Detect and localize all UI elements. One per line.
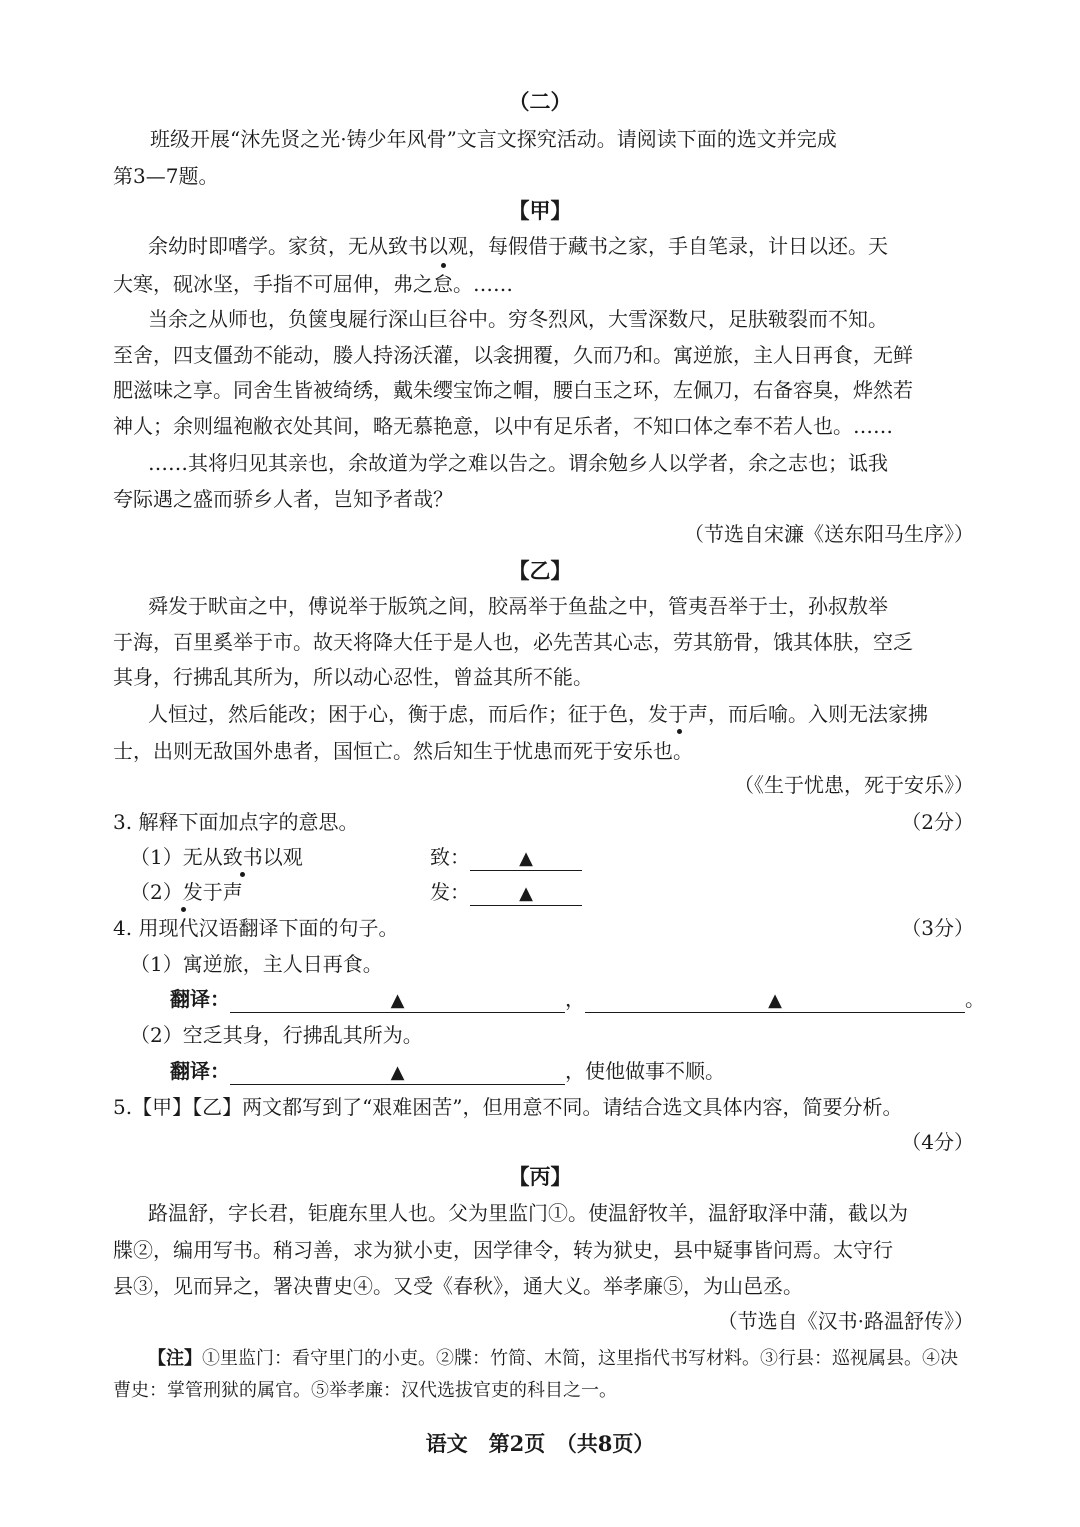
answer-blank[interactable] <box>470 844 582 871</box>
notes-line-2: 曹史：掌管刑狱的属官。⑤举孝廉：汉代选拔官吏的科目之一。 <box>113 1380 617 1401</box>
passage-jia-source: （节选自宋濂《送东阳马生序》） <box>684 522 974 546</box>
intro-line-2: 第3—7题。 <box>113 164 219 188</box>
comma: ， <box>565 987 585 1011</box>
translate-label: 翻译： <box>170 987 230 1011</box>
question-4-score: （3分） <box>901 916 974 940</box>
answer-blank[interactable] <box>230 1058 565 1085</box>
question-5-score: （4分） <box>901 1130 974 1154</box>
notes-label: 【注】 <box>148 1348 202 1369</box>
answer-label: 发： <box>430 880 470 904</box>
passage-jia-line: 肥滋味之享。同舍生皆被绮绣，戴朱缨宝饰之帽，腰白玉之环，左佩刀，右备容臭，烨然若 <box>113 378 913 402</box>
question-3-item-2: （2）发于声 <box>130 880 243 904</box>
question-4-item-2: （2）空乏其身，行拂乱其所为。 <box>130 1023 423 1047</box>
passage-bing-title: 【丙】 <box>508 1164 572 1189</box>
question-4-item-1: （1）寓逆旅，主人日再食。 <box>130 952 383 976</box>
emphasis-dot <box>240 872 245 877</box>
passage-bing-line: 县③，见而异之，署决曹史④。又受《春秋》，通大义。举孝廉⑤，为山邑丞。 <box>113 1274 803 1298</box>
answer-label: 致： <box>430 845 470 869</box>
triangle-icon: ▲ <box>519 883 533 904</box>
answer-blank[interactable] <box>230 986 565 1013</box>
section-title: （二） <box>508 89 572 114</box>
triangle-icon: ▲ <box>519 848 533 869</box>
passage-jia-title: 【甲】 <box>508 198 572 223</box>
notes-text: ①里监门：看守里门的小吏。②牒：竹简、木简，这里指代书写材料。③行县：巡视属县。④决 <box>202 1348 958 1369</box>
period: 。 <box>965 987 985 1011</box>
question-3-stem: 3. 解释下面加点字的意思。 <box>113 810 359 834</box>
triangle-icon: ▲ <box>768 990 782 1011</box>
passage-bing-source: （节选自《汉书·路温舒传》） <box>717 1309 974 1333</box>
passage-yi-source: （《生于忧患，死于安乐》） <box>734 773 974 797</box>
passage-yi-line: 人恒过，然后能改；困于心，衡于虑，而后作；征于色，发于声，而后喻。入则无法家拂 <box>148 702 928 726</box>
emphasis-dot <box>441 263 446 268</box>
question-3-answer-1 <box>430 843 582 871</box>
passage-jia-line: 至舍，四支僵劲不能动，媵人持汤沃灌，以衾拥覆，久而乃和。寓逆旅，主人日再食，无鲜 <box>113 343 913 367</box>
question-4-translation-2 <box>170 1057 725 1085</box>
emphasis-dot <box>181 907 186 912</box>
triangle-icon: ▲ <box>390 990 405 1011</box>
question-5-stem: 5.【甲】【乙】两文都写到了“艰难困苦”，但用意不同。请结合选文具体内容，简要分析。 <box>113 1095 903 1119</box>
passage-bing-line: 路温舒，字长君，钜鹿东里人也。父为里监门①。使温舒牧羊，温舒取泽中蒲，截以为 <box>148 1201 908 1225</box>
question-4-stem: 4. 用现代汉语翻译下面的句子。 <box>113 916 399 940</box>
passage-jia-line: 神人；余则缊袍敝衣处其间，略无慕艳意，以中有足乐者，不知口体之奉不若人也。…… <box>113 414 893 438</box>
notes-line-1 <box>148 1345 958 1373</box>
intro-line-1: 班级开展“沐先贤之光·铸少年风骨”文言文探究活动。请阅读下面的选文并完成 <box>150 127 837 151</box>
passage-yi-line: 舜发于畎亩之中，傅说举于版筑之间，胶鬲举于鱼盐之中，管夷吾举于士，孙叔敖举 <box>148 594 888 618</box>
passage-jia-line: 余幼时即嗜学。家贫，无从致书以观，每假借于藏书之家，手自笔录，计日以还。天 <box>148 234 888 258</box>
passage-yi-line: 其身，行拂乱其所为，所以动心忍性，曾益其所不能。 <box>113 665 593 689</box>
passage-jia-line: 大寒，砚冰坚，手指不可屈伸，弗之怠。…… <box>113 272 513 296</box>
passage-bing-line: 牒②，编用写书。稍习善，求为狱小吏，因学律令，转为狱史，县中疑事皆问焉。太守行 <box>113 1238 893 1262</box>
question-3-score: （2分） <box>901 810 974 834</box>
passage-yi-line: 于海，百里奚举于市。故天将降大任于是人也，必先苦其心志，劳其筋骨，饿其体肤，空乏 <box>113 630 913 654</box>
question-4-translation-1 <box>170 985 985 1013</box>
answer-blank[interactable] <box>585 986 965 1013</box>
emphasis-dot <box>677 729 682 734</box>
passage-yi-line: 士，出则无敌国外患者，国恒亡。然后知生于忧患而死于安乐也。 <box>113 739 693 763</box>
triangle-icon: ▲ <box>390 1062 405 1083</box>
answer-blank[interactable] <box>470 879 582 906</box>
passage-yi-title: 【乙】 <box>508 558 572 583</box>
passage-jia-line: 夸际遇之盛而骄乡人者，岂知予者哉？ <box>113 487 453 511</box>
passage-jia-line: 当余之从师也，负箧曳屣行深山巨谷中。穷冬烈风，大雪深数尺，足肤皲裂而不知。 <box>148 307 888 331</box>
translation-suffix: ，使他做事不顺。 <box>565 1059 725 1083</box>
translate-label: 翻译： <box>170 1059 230 1083</box>
question-3-answer-2 <box>430 878 582 906</box>
question-3-item-1: （1）无从致书以观 <box>130 845 303 869</box>
passage-jia-line: ……其将归见其亲也，余故道为学之难以告之。谓余勉乡人以学者，余之志也；诋我 <box>148 451 888 475</box>
page-footer: 语文 第2页 （共8页） <box>425 1431 655 1456</box>
